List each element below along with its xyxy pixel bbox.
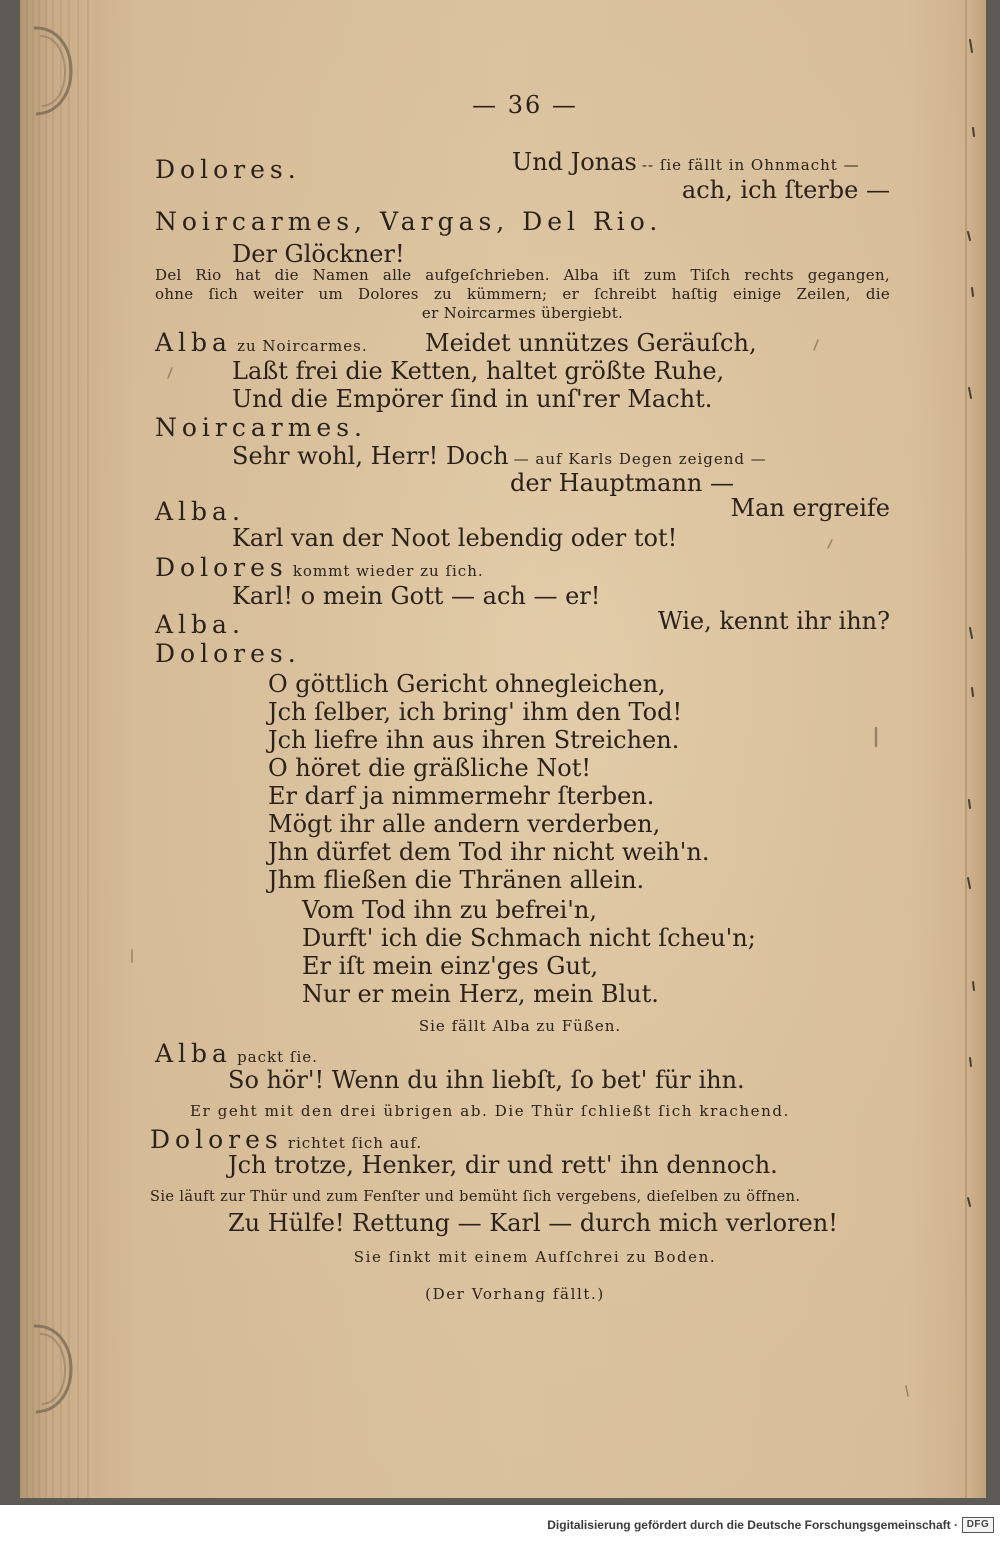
speaker-name: Dolores <box>155 553 288 582</box>
page-number: — 36 — <box>472 91 578 119</box>
speaker-heading <box>155 329 368 360</box>
funding-credit: Digitalisierung gefördert durch die Deutsche Forschungsgemeinschaft · <box>547 1518 958 1532</box>
inline-stage-direction: kommt wieder zu ſich. <box>292 562 484 580</box>
dialogue-line: Man ergreife <box>730 494 890 522</box>
stage-direction-line: Del Rio hat die Namen alle aufgeſchrieben. Alba iſt zum Tiſch rechts gegangen, <box>155 266 890 284</box>
curtain-direction: (Der Vorhang fällt.) <box>425 1285 605 1303</box>
verse-line: Jch liefre ihn aus ihren Streichen. <box>268 726 680 754</box>
dialogue-text: Sehr wohl, Herr! Doch <box>232 442 509 470</box>
dialogue-line: So hör'! Wenn du ihn liebſt, ſo bet' für ihn. <box>228 1066 745 1094</box>
inline-stage-direction: richtet ſich auf. <box>287 1134 423 1152</box>
dialogue-line: Meidet unnützes Geräuſch, <box>425 329 757 357</box>
stage-direction: Er geht mit den drei übrigen ab. Die Thür ſchließt ſich krachend. <box>190 1102 790 1120</box>
speaker-name: Alba <box>155 1039 232 1068</box>
speaker-name: Alba. <box>155 610 245 639</box>
dialogue-line: Zu Hülfe! Rettung — Karl — durch mich verloren! <box>228 1209 838 1237</box>
speaker-name: Noircarmes, Vargas, Del Rio. <box>155 207 663 236</box>
stage-direction-line: er Noircarmes übergiebt. <box>421 304 624 322</box>
verse-line: Jhn dürfet dem Tod ihr nicht weih'n. <box>268 838 710 866</box>
dialogue-line: Karl! o mein Gott — ach — er! <box>232 582 601 610</box>
verse-line: O höret die gräßliche Not! <box>268 754 592 782</box>
inline-stage-direction: — auf Karls Degen zeigend — <box>513 450 767 468</box>
verse-line: Vom Tod ihn zu befrei'n, <box>302 896 597 924</box>
dialogue-text: Und Jonas <box>512 148 637 176</box>
stage-direction: Sie läuft zur Thür und zum Fenſter und bemüht ſich vergebens, dieſelben zu öffnen. <box>150 1189 801 1205</box>
dfg-logo: DFG <box>962 1517 994 1533</box>
speaker-name: Dolores <box>150 1125 283 1154</box>
dialogue-line: Karl van der Noot lebendig oder tot! <box>232 524 678 552</box>
verse-line: Durft' ich die Schmach nicht ſcheu'n; <box>302 924 756 952</box>
speaker-name: Dolores. <box>155 155 301 184</box>
verse-line: Er darf ja nimmermehr ſterben. <box>268 782 655 810</box>
speaker-name: Alba. <box>155 497 245 526</box>
digitization-footer <box>0 1505 1000 1541</box>
inline-stage-direction: packt ſie. <box>237 1048 318 1066</box>
speaker-heading <box>155 554 484 585</box>
stage-direction: Sie fällt Alba zu Füßen. <box>418 1017 622 1035</box>
stage-direction: Sie ſinkt mit einem Aufſchrei zu Boden. <box>353 1248 717 1266</box>
dialogue-continuation: ach, ich ſterbe — <box>681 176 890 204</box>
dialogue-line <box>512 148 860 179</box>
dialogue-line: Jch trotze, Henker, dir und rett' ihn dennoch. <box>228 1151 778 1179</box>
verse-line: Mögt ihr alle andern verderben, <box>268 810 661 838</box>
dialogue-line: Laßt frei die Ketten, haltet größte Ruhe, <box>232 357 725 385</box>
dialogue-line: Und die Empörer ſind in unſ'rer Macht. <box>232 385 713 413</box>
dialogue-line: Wie, kennt ihr ihn? <box>657 607 890 635</box>
verse-line: Jch ſelber, ich bring' ihm den Tod! <box>268 698 683 726</box>
inline-stage-direction: -- ſie fällt in Ohnmacht — <box>641 156 860 174</box>
dialogue-line: Der Glöckner! <box>232 240 405 268</box>
speaker-name: Alba <box>155 328 232 357</box>
verse-line: O göttlich Gericht ohnegleichen, <box>268 670 666 698</box>
verse-line: Er iſt mein einz'ges Gut, <box>302 952 599 980</box>
stage-direction-line: ohne ſich weiter um Dolores zu kümmern; er ſchreibt haſtig einige Zeilen, die <box>155 285 890 303</box>
verse-line: Nur er mein Herz, mein Blut. <box>302 980 659 1008</box>
verse-line: Jhm fließen die Thränen allein. <box>268 866 645 894</box>
dialogue-continuation: der Hauptmann — <box>510 469 734 497</box>
inline-stage-direction: zu Noircarmes. <box>237 337 368 355</box>
speaker-name: Noircarmes. <box>155 413 368 442</box>
speaker-name: Dolores. <box>155 639 301 668</box>
stage-direction-paragraph <box>155 266 890 323</box>
